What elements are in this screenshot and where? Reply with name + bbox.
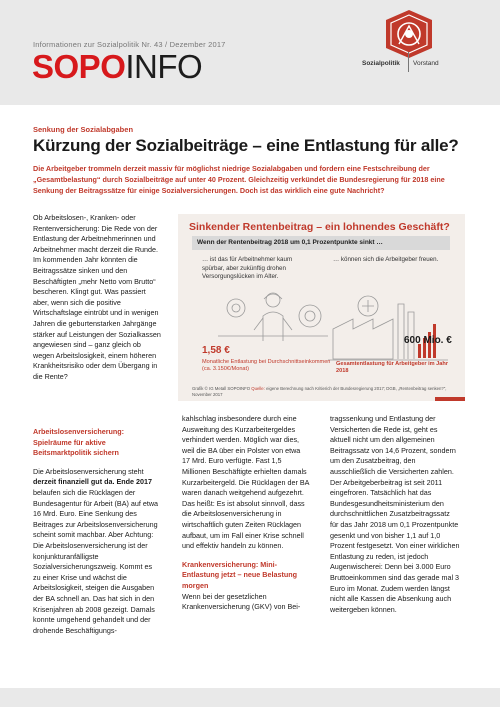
masthead-info: INFO: [125, 48, 203, 85]
article-lead: Die Arbeitgeber trommeln derzeit massiv für möglichst niedrige Sozialabgaben und fordern eine Festschreibung der „Gesamtbelastung“ durch Sozialbeiträge auf unter 40 Prozent. Gleichzeitig verkündet die Bundesregierung für 2018 eine Senkung der Beitragssätze für einige Sozialversicherungen. Doch ist das wirklich eine gute Nachricht?: [33, 164, 445, 195]
caption-employer-relief: Gesamtentlastung für Arbeitgeber im Jahr 2018: [336, 361, 449, 375]
text-run: Die Arbeitslosenversicherung steht: [33, 466, 144, 476]
highlighted-text: derzeit finanziell gut da. Ende 2017: [33, 477, 153, 487]
subhead-arbeitslosenversicherung: Arbeitslosenversicherung: Spielräume für aktive Beitsmarktpolitik sichern: [33, 427, 125, 458]
infobox-source: [192, 386, 462, 398]
text-run: belaufen sich die Rücklagen der Bundesagentur für Arbeit (BA) auf etwa 16 Mrd. Euro. Eine Senkung des Beitrages zur Arbeitslosenversicherung scheint somit machbar. Aber Achtung: Die Arbeitslosenversicherung ist der konjunkturanfälligste Sozialversicherungszweig. Kommt es zu einer Krise und wächst die Arbeitslosigkeit, steigen die Ausgaben der BA schnell an. Das hat sich in den Krisenjahren ab 2008 gezeigt. Damals konnte umgehend gehandelt und der drohende Beschäftigungs-: [33, 487, 159, 635]
value-employer-relief: 600 Mio. €: [404, 335, 452, 346]
source-text: eigene Berechnung nach Kritierich der Bundesregierung 2017; DGB, „Rentenbeitrag senken?“, November 2017: [192, 386, 447, 397]
subhead-krankenversicherung: Krankenversicherung: Mini-Entlastung jetzt – neue Belastung morgen: [182, 559, 298, 590]
infobox-corner-accent: [435, 397, 465, 401]
intro-paragraph: Ob Arbeitslosen-, Kranken- oder Rentenversicherung: Die Rede von der Entlastung der Arbeitnehmerinnen und Arbeitnehmer macht derzeit die Runde. Im kommenden Jahr könnten die Beitragssätze sinken und den Beschäftigten „mehr Netto vom Brutto“ bescheren. Klingt gut. Was passiert aber, wenn sich die positive Wirtschaftslage eintrübt und in wenigen Jahren die geburtenstarken Jahrgänge stärker auf Leistungen der Sozialkassen angewiesen sind – ganz gleich ob wegen Arbeitslosigkeit, einem höheren Krankheitsrisiko oder dem Übergang in die Rente?: [33, 213, 161, 381]
caption-monthly-relief: Monatliche Entlastung bei Durchschnittseinkommen (ca. 3.150€/Monat): [202, 359, 331, 373]
org-sozialpolitik: Sozialpolitik: [362, 60, 400, 67]
infobox-intro: Wenn der Rentenbeitrag 2018 um 0,1 Prozentpunkte sinkt …: [192, 236, 450, 250]
column-1-lower: [33, 427, 161, 636]
org-divider: [408, 52, 409, 72]
masthead-sopo: SOPO: [32, 48, 126, 85]
column-3: [330, 414, 460, 615]
footer-band: [0, 688, 500, 707]
article-kicker: Senkung der Sozialabgaben: [33, 125, 134, 134]
article-headline: Kürzung der Sozialbeiträge – eine Entlastung für alle?: [33, 136, 459, 155]
infobox-title: Sinkender Rentenbeitrag – ein lohnendes Geschäft?: [189, 221, 450, 233]
ig-metall-logo: [383, 8, 435, 60]
column-2: [182, 414, 310, 613]
paragraph-zusatzbeitrag: tragssenkung und Entlastung der Versicherten die Rede ist, geht es aktuell nicht um den allgemeinen Beitragssatz von 14,6 Prozent, sondern um den Zusatzbeitrag, den ausschließlich die Versicherten zahlen. Der Arbeitgeberbeitrag ist seit 2011 eingefroren. Tatsächlich hat das Bundesgesundheitsministerium den durchschnittlichen Zusatzbeitragssatz für das Jahr 2018 um 0,1 Prozentpunkte gesenkt und von bisher 1,1 auf 1,0 Prozent festgesetzt. Von einer wirklichen Entlastung zu reden, ist jedoch Augenwischerei: Denn bei 3.000 Euro Bruttoeinkommen sind das gerade mal 3 Euro im Monat. Zudem werden längst nicht alle Kassen die Absenkung auch weitergeben können.: [330, 414, 460, 614]
org-vorstand: Vorstand: [413, 60, 439, 67]
source-text: Grafik © IG Metall SOPOINFO: [192, 386, 252, 391]
paragraph-arbeitslosenversicherung: [33, 467, 161, 637]
source-label: Quelle:: [251, 386, 265, 391]
infobox-rentenbeitrag: [178, 214, 465, 401]
issue-line: Informationen zur Sozialpolitik Nr. 43 / Dezember 2017: [33, 40, 226, 49]
factory-illustration: [328, 294, 448, 364]
paragraph-kurzarbeit: kahlschlag insbesondere durch eine Ausweitung des Kurzarbeitergeldes verhindert werden. Möglich war dies, weil die BA über ein Polster von etwa 17 Mrd. Euro verfügte. Fast 1,5 Millionen Beschäftigte erhielten damals Kurzarbeitergeld. Die Rücklagen der BA waren danach weitgehend aufgezehrt. Das heißt: Es ist absolut sinnvoll, dass die Arbeitslosenversicherung in wirtschaftlich guten Zeiten Rücklagen aufbaut, um im Fall einer Krise schnell und effektiv handeln zu können.: [182, 414, 310, 551]
infobox-left-text: … ist das für Arbeitnehmer kaum spürbar, aber zukünftig drohen Versorgungslücken im Alter.: [202, 256, 293, 281]
paragraph-gkv: Wenn bei der gesetzlichen Krankenversicherung (GKV) von Bei-: [182, 591, 301, 612]
value-monthly-relief: 1,58 €: [202, 345, 230, 356]
worker-illustration: [218, 286, 328, 341]
infobox-right-text: … können sich die Arbeitgeber freuen.: [333, 256, 439, 263]
masthead: [32, 50, 202, 84]
column-1-intro: [33, 213, 161, 383]
header-band: [0, 0, 500, 105]
